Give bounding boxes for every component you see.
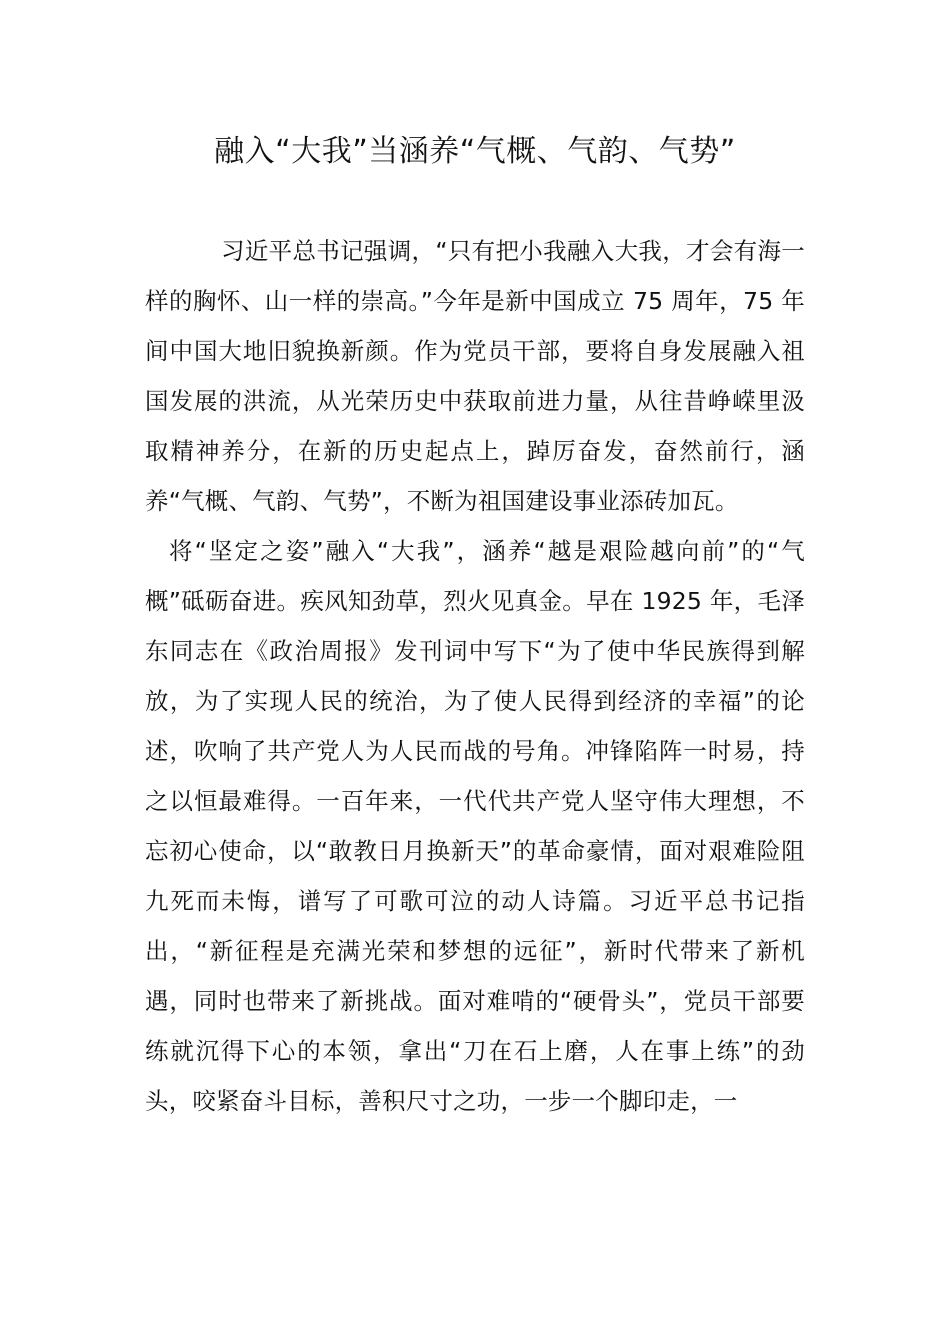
paragraph-1: 习近平总书记强调，“只有把小我融入大我，才会有海一样的胸怀、山一样的崇高。”今年是新中国成立 75 周年，75 年间中国大地旧貌换新颜。作为党员干部，要将自身发展融入祖国发展的洪流，从光荣历史中获取前进力量，从往昔峥嵘里汲取精神养分，在新的历史起点上，踔厉奋发，奋然前行，涵养“气概、气韵、气势”，不断为祖国建设事业添砖加瓦。 <box>145 237 805 515</box>
document-body <box>145 226 805 1126</box>
paragraph-2: 将“坚定之姿”融入“大我”，涵养“越是艰险越向前”的“气概”砥砺奋进。疾风知劲草，烈火见真金。早在 1925 年，毛泽东同志在《政治周报》发刊词中写下“为了使中华民族得到解放，为了实现人民的统治，为了使人民得到经济的幸福”的论述，吹响了共产党人为人民而战的号角。冲锋陷阵一时易，持之以恒最难得。一百年来，一代代共产党人坚守伟大理想，不忘初心使命，以“敢教日月换新天”的革命豪情，面对艰难险阻九死而未悔，谱写了可歌可泣的动人诗篇。习近平总书记指出，“新征程是充满光荣和梦想的远征”，新时代带来了新机遇，同时也带来了新挑战。面对难啃的“硬骨头”，党员干部要练就沉得下心的本领，拿出“刀在石上磨，人在事上练”的劲头，咬紧奋斗目标，善积尺寸之功，一步一个脚印走，一 <box>145 537 805 1115</box>
document-title: 融入“大我”当涵养“气概、气韵、气势” <box>214 134 736 169</box>
